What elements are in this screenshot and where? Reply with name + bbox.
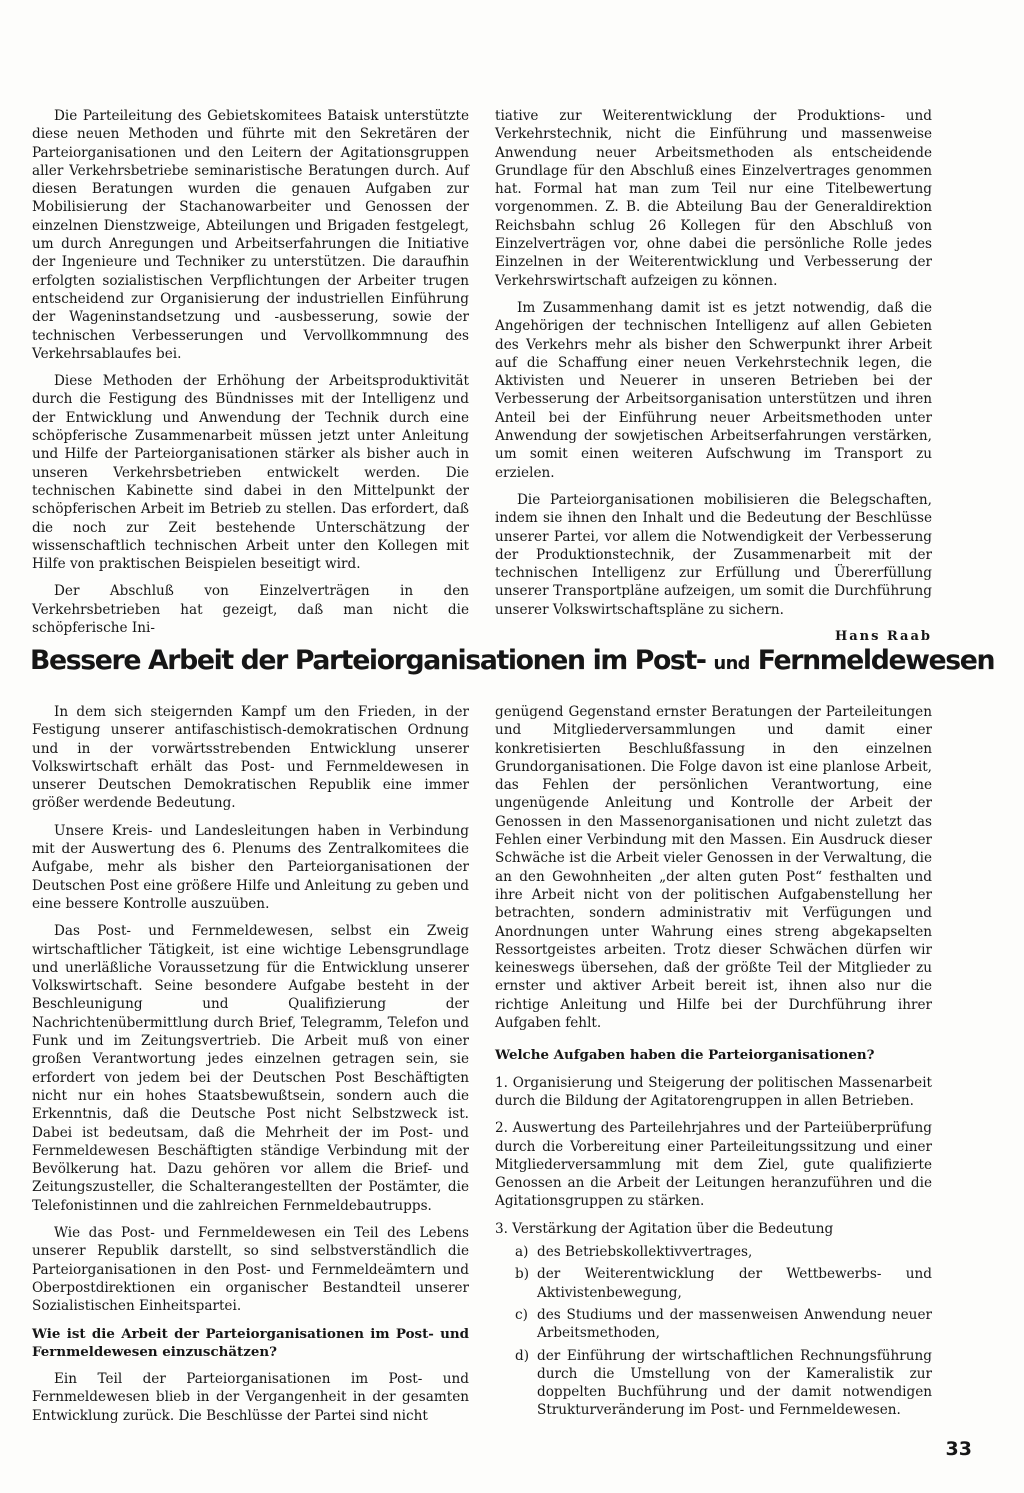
numbered-item: 2. Auswertung des Parteilehrjahres und der Parteiüberprüfung durch die Vorbereitung einer Parteileitungssitzung und einer Mitgliederversammlung mit dem Ziel, gute qualifizierte Genossen an die Arbeit der Leitungen heranzuführen und die Agitationsgruppen zu stärken. <box>495 1120 932 1210</box>
sub-item-label: a) <box>515 1244 529 1261</box>
sub-item-text: der Weiterentwicklung der Wettbewerbs- und Aktivistenbewegung, <box>537 1266 932 1301</box>
sub-item-text: des Betriebskollektivvertrages, <box>537 1244 753 1261</box>
sub-item-list <box>495 1243 932 1420</box>
sub-item-text: des Studiums und der massenweisen Anwendung neuer Arbeitsmethoden, <box>537 1306 932 1342</box>
top-right-column <box>495 107 932 646</box>
sub-item-label: b) <box>515 1266 530 1283</box>
headline-part: Fernmeldewesen <box>757 645 995 676</box>
author-signature: Hans Raab <box>834 629 932 645</box>
paragraph: Ein Teil der Parteiorganisationen im Post- und Fernmeldewesen blieb in der Vergangenheit in der gesamten Entwicklung zurück. Die Beschlüsse der Partei sind nicht <box>32 1371 469 1424</box>
paragraph: Im Zusammenhang damit ist es jetzt notwendig, daß die Angehörigen der technischen Intelligenz auf allen Gebieten des Verkehrs mehr als bisher den Schwerpunkt ihrer Arbeit auf die Schaffung einer neuen Verkehrstechnik legen, die Aktivisten und Neuerer in unseren Betrieben bei der Verbesserung der Arbeitsorganisation unterstützen und ihren Anteil bei der Einführung neuer Arbeitsmethoden unter Anwendung der sowjetischen Arbeitserfahrungen verstärken, um somit einen weiteren Aufschwung im Transport zu erzielen. <box>495 299 932 481</box>
top-left-column <box>32 107 469 646</box>
paragraph: Die Parteiorganisationen mobilisieren die Belegschaften, indem sie ihnen den Inhalt und die Bedeutung der Beschlüsse unserer Partei, vor allem die Notwendigkeit der Verbesserung der Produktionstechnik, der Zusammenarbeit mit der technischen Intelligenz zur Erfüllung und Übererfüllung unserer Transportpläne aufzeigen, um somit die Durchführung unserer Volkswirtschaftspläne zu sichern. <box>495 491 932 618</box>
section-subheading: Wie ist die Arbeit der Parteiorganisationen im Post- und Fernmeldewesen einzuschätzen? <box>32 1325 469 1360</box>
sub-item-label: d) <box>515 1347 530 1364</box>
sub-item <box>515 1243 932 1261</box>
sub-item-label: c) <box>515 1306 528 1323</box>
paragraph: Diese Methoden der Erhöhung der Arbeitsproduktivität durch die Festigung des Bündnisses mit der Intelligenz und der Entwicklung und Anwendung der Technik durch eine schöpferische Zusammenarbeit müssen jetzt unter Anleitung und Hilfe der Parteiorganisationen stärker als bisher auch in unseren Verkehrsbetrieben entwickelt werden. Die technischen Kabinette sind dabei in den Mittelpunkt der schöpferischen Arbeit im Betrieb zu stellen. Das erfordert, daß die noch zur Zeit bestehende Unterschätzung der wissenschaftlich technischen Arbeit unter den Kollegen mit Hilfe von praktischen Beispielen beseitigt wird. <box>32 373 469 573</box>
numbered-item: 3. Verstärkung der Agitation über die Bedeutung <box>495 1220 834 1237</box>
numbered-item: 1. Organisierung und Steigerung der politischen Massenarbeit durch die Bildung der Agitatorengruppen in allen Betrieben. <box>495 1074 932 1109</box>
paragraph: Der Abschluß von Einzelverträgen in den Verkehrsbetrieben hat gezeigt, daß man nicht die schöpferische Ini- <box>32 583 469 637</box>
sub-item <box>515 1265 932 1302</box>
sub-item <box>515 1306 932 1343</box>
headline-part: und <box>713 653 750 674</box>
paragraph: genügend Gegenstand ernster Beratungen der Parteileitungen und Mitgliederversammlungen und damit einer konkretisierten Beschlußfassung in den einzelnen Grundorganisationen. Die Folge davon ist eine planlose Arbeit, das Fehlen der persönlichen Verantwortung, eine ungenügende Anleitung und Kontrolle der Arbeit der Genossen in den Massenorganisationen und nicht zuletzt das Fehlen einer Verbindung mit den Massen. Ein Ausdruck dieser Schwäche ist die Arbeit vieler Genossen in der Verwaltung, die an den Gewohnheiten „der alten guten Post“ festhalten und ihre Arbeit nicht von der politischen Aufgabenstellung her betrachten, sondern administrativ mit Verfügungen und Anordnungen unter Wahrung eines streng abgekapselten Ressortgeistes arbeiten. Trotz dieser Schwächen dürfen wir keineswegs übersehen, daß der größte Teil der Mitglieder zu ernster und aktiver Arbeit bereit ist, ihnen also nur die richtige Anleitung und Hilfe bei der Durchführung ihrer Aufgaben fehlt. <box>495 704 932 1032</box>
headline-part: Bessere Arbeit der Parteiorganisationen im Post- <box>30 645 706 676</box>
section-subheading: Welche Aufgaben haben die Parteiorganisationen? <box>495 1047 875 1064</box>
page-number: 33 <box>945 1438 972 1460</box>
paragraph: Wie das Post- und Fernmeldewesen ein Teil des Lebens unserer Republik darstellt, so sind selbstverständlich die Parteiorganisationen in den Post- und Fernmeldeämtern und Oberpostdirektionen ein organischer Bestandteil unserer Sozialistischen Einheitspartei. <box>32 1225 469 1315</box>
paragraph: Das Post- und Fernmeldewesen, selbst ein Zweig wirtschaftlicher Tätigkeit, ist eine wichtige Lebensgrundlage und unerläßliche Voraussetzung für die Entwicklung unserer Volkswirtschaft. Seine besondere Aufgabe besteht in der Beschleunigung und Qualifizierung der Nachrichtenübermittlung durch Brief, Telegramm, Telefon und Funk und im Zeitungsvertrieb. Die Arbeit muß von einer großen Verantwortung jedes einzelnen getragen sein, sie erfordert von jedem bei der Deutschen Post Beschäftigten nicht nur ein hohes Staatsbewußtsein, sondern auch die Erkenntnis, daß die Deutsche Post nicht Selbstzweck ist. Dabei ist bedeutsam, daß die Mehrheit der im Post- und Fernmeldewesen Beschäftigten ständige Verbindung mit der Bevölkerung hat. Dazu gehören vor allem die Brief- und Zeitungszusteller, die Schalterangestellten der Postämter, die Telefonistinnen und die zahlreichen Fernmeldebautrupps. <box>32 923 469 1214</box>
paragraph: Unsere Kreis- und Landesleitungen haben in Verbindung mit der Auswertung des 6. Plenums des Zentralkomitees die Aufgabe, mehr als bisher den Parteiorganisationen der Deutschen Post eine größere Hilfe und Anleitung zu geben und eine bessere Kontrolle auszuüben. <box>32 822 469 912</box>
sub-item-text: der Einführung der wirtschaftlichen Rechnungsführung durch die Umstellung von der Kameralistik zur doppelten Buchführung und der damit notwendigen Strukturveränderung im Post- und Fernmeldewesen. <box>537 1347 932 1419</box>
paragraph: In dem sich steigernden Kampf um den Frieden, in der Festigung unserer antifaschistisch-demokratischen Ordnung und in der vorwärtsstrebenden Entwicklung unserer Volkswirtschaft erhält das Post- und Fernmeldewesen in unserer Deutschen Demokratischen Republik eine immer größer werdende Bedeutung. <box>32 704 469 812</box>
bottom-left-column <box>32 703 469 1434</box>
bottom-right-column <box>495 703 932 1424</box>
paragraph: tiative zur Weiterentwicklung der Produktions- und Verkehrstechnik, nicht die Einführung und massenweise Anwendung neuer Arbeitsmethoden als entscheidende Grundlage für den Abschluß eines Einzelvertrages genommen hat. Formal hat man zum Teil nur eine Titelbewertung vorgenommen. Z. B. die Abteilung Bau der Generaldirektion Reichsbahn schlug 26 Kollegen für den Abschluß von Einzelverträgen vor, ohne dabei die persönliche Rolle jedes Einzelnen in der Weiterentwicklung und Verbesserung der Verkehrswirtschaft aufzeigen zu können. <box>495 108 932 289</box>
sub-item <box>515 1347 932 1420</box>
article-headline <box>30 645 995 676</box>
paragraph: Die Parteileitung des Gebietskomitees Bataisk unterstützte diese neuen Methoden und führte mit den Sekretären der Parteiorganisationen und den Leitern der Agitationsgruppen aller Verkehrsbetriebe seminaristische Beratungen durch. Auf diesen Beratungen wurden die genauen Aufgaben zur Mobilisierung der Stachanowarbeiter und Genossen der einzelnen Dienstzweige, Abteilungen und Brigaden festgelegt, um durch Anregungen und Arbeitserfahrungen die Initiative der Ingenieure und Techniker zu unterstützen. Die daraufhin erfolgten sozialistischen Verpflichtungen der Arbeiter trugen entscheidend zur Organisierung der industriellen Einführung der Wageninstandsetzung und -ausbesserung, sowie der technischen Verbesserungen und Vervollkommnung des Verkehrsablaufes bei. <box>32 108 469 362</box>
